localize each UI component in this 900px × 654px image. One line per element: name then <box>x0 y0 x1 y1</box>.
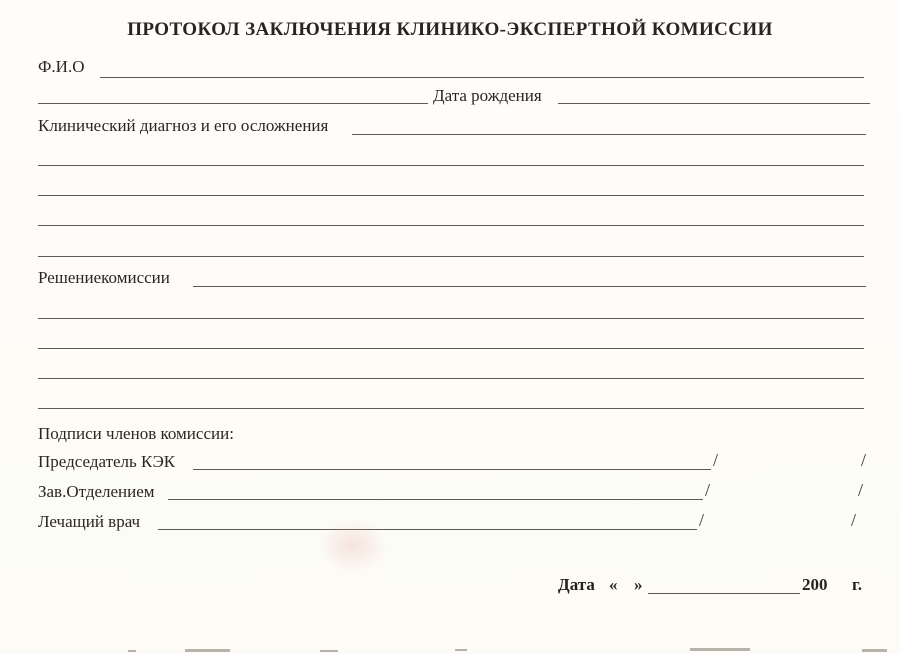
signature-slash: / <box>713 450 719 470</box>
fio-blank-line <box>100 77 864 78</box>
date-year-suffix: г. <box>852 575 863 594</box>
scan-smudge-artifact <box>318 518 388 573</box>
ruled-line <box>38 378 864 379</box>
head-of-department-signature-line <box>168 499 703 500</box>
diagnosis-label: Клинический диагноз и его осложнения <box>38 116 329 135</box>
scan-edge-artifact <box>690 648 750 651</box>
ruled-line <box>38 318 864 319</box>
decision-blank-line <box>193 286 866 287</box>
decision-label: Решениекомиссии <box>38 268 170 287</box>
birth-date-blank-line <box>558 103 870 104</box>
signature-slash: / <box>861 450 867 470</box>
signature-slash: / <box>699 510 705 530</box>
signature-slash: / <box>705 480 711 500</box>
ruled-line <box>38 348 864 349</box>
scan-edge-artifact <box>320 650 338 652</box>
scan-edge-artifact <box>128 650 136 652</box>
signature-slash: / <box>851 510 857 530</box>
date-blank-line <box>648 593 800 594</box>
scan-edge-artifact <box>185 649 230 652</box>
signature-slash: / <box>858 480 864 500</box>
ruled-line <box>38 225 864 226</box>
scan-edge-artifact <box>862 649 887 652</box>
date-century: 200 <box>802 575 828 594</box>
ruled-line <box>38 256 864 257</box>
fio-label: Ф.И.О <box>38 57 85 76</box>
head-of-department-label: Зав.Отделением <box>38 482 155 501</box>
date-open-quote: « <box>609 575 618 594</box>
date-label: Дата <box>558 575 595 594</box>
scan-edge-artifact <box>455 649 467 651</box>
signatures-heading: Подписи членов комиссии: <box>38 424 234 443</box>
chairman-signature-line <box>193 469 711 470</box>
ruled-line <box>38 195 864 196</box>
date-close-quote: » <box>634 575 643 594</box>
ruled-line <box>38 408 864 409</box>
diagnosis-blank-line <box>352 134 866 135</box>
form-title: ПРОТОКОЛ ЗАКЛЮЧЕНИЯ КЛИНИКО-ЭКСПЕРТНОЙ КОМИССИИ <box>127 19 773 40</box>
birth-date-label: Дата рождения <box>433 86 542 105</box>
chairman-label: Председатель КЭК <box>38 452 176 471</box>
attending-doctor-signature-line <box>158 529 697 530</box>
attending-doctor-label: Лечащий врач <box>38 512 141 531</box>
ruled-line <box>38 165 864 166</box>
fio-continuation-line <box>38 103 428 104</box>
